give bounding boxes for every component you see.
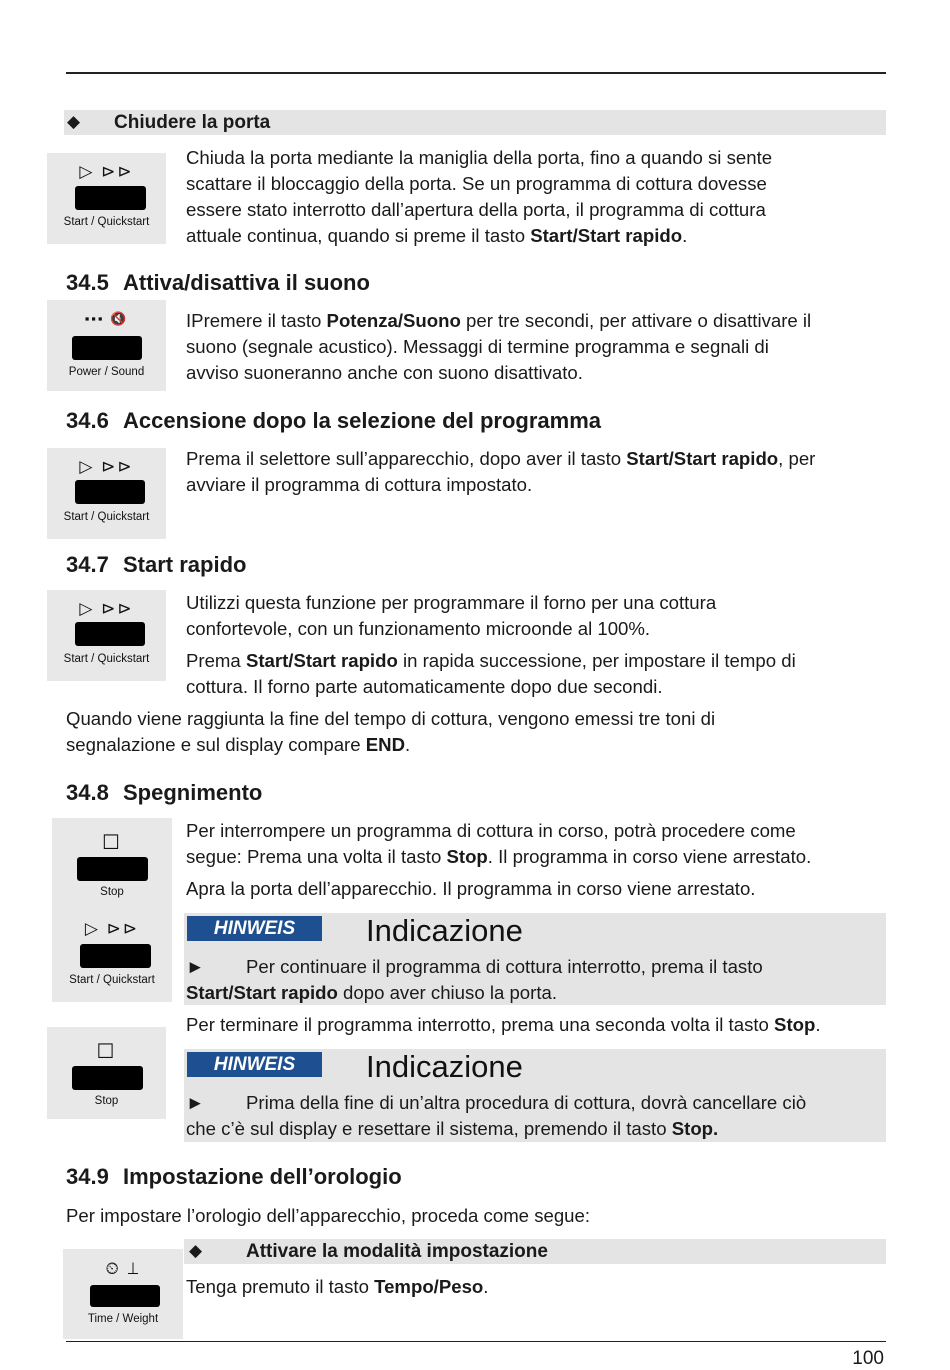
shutdown-text-1: Per interrompere un programma di cottura in corso, potrà procedere come segue: Prema una volta il tasto Stop. Il programma in corso viene arrestato. [186,820,812,867]
key-caption: Stop [94,1095,119,1107]
play-icon: ▷ ⊳⊳ [79,162,134,181]
section-heading-34-8: 34.8 Spegnimento [66,780,263,805]
subsection-bar-activate-setting [184,1239,886,1264]
bottom-rule [66,1341,886,1342]
arrow-bullet-icon: ► [186,956,205,977]
key-button-graphic [75,480,145,504]
key-button-graphic [80,944,151,968]
key-button-graphic [77,857,148,881]
note-box-1 [184,913,886,1005]
stop-start-keys-illustration [52,818,172,1002]
key-button-graphic [75,186,146,210]
section-heading-34-5: 34.5 Attiva/disattiva il suono [66,270,370,295]
quickstart-text-2: Prema Start/Start rapido in rapida successione, per impostare il tempo di cottura. Il forno parte automaticamente dopo due secondi. [186,650,796,697]
quickstart-text-1: Utilizzi questa funzione per programmare il forno per una cottura confortevole, con un funzionamento microonde al 100%. [186,592,717,639]
start-quickstart-key-illustration [47,153,166,244]
hinweis-badge: HINWEIS [187,916,322,941]
key-caption: Start / Quickstart [63,653,150,665]
subsection-title: Attivare la modalità impostazione [246,1241,548,1262]
top-rule [66,72,886,74]
key-button-graphic [75,622,145,646]
power-level-mute-icon: ▪▪▪ 🔇 [84,311,129,326]
diamond-bullet-icon: ◆ [67,112,81,131]
section-heading-34-9: 34.9 Impostazione dell’orologio [66,1164,402,1189]
key-button-graphic [72,336,142,360]
stop-key-illustration [47,1027,166,1119]
key-button-graphic [72,1066,143,1090]
section-heading-34-7: 34.7 Start rapido [66,552,247,577]
note-body: ► Per continuare il programma di cottura interrotto, prema il tasto Start/Start rapido dopo aver chiuso la porta. [186,956,763,1003]
note-title: Indicazione [366,913,523,948]
play-icon: ▷ ⊳⊳ [84,919,140,938]
key-caption: Time / Weight [87,1313,159,1325]
stop-icon: ☐ [96,1041,117,1063]
section-heading-34-6: 34.6 Accensione dopo la selezione del programma [66,408,602,433]
key-caption: Power / Sound [68,366,145,378]
hinweis-badge: HINWEIS [187,1052,322,1077]
power-sound-key-illustration [47,300,166,391]
key-caption: Stop [100,886,124,898]
sound-text: IPremere il tasto Potenza/Suono per tre secondi, per attivare o disattivare il suono (segnale acustico). Messaggi di termine programma e segnali di avviso suoneranno anche con suono disattivato. [186,310,812,383]
shutdown-text-2: Apra la porta dell’apparecchio. Il programma in corso viene arrestato. [186,878,756,899]
key-button-graphic [90,1285,160,1307]
start-quickstart-key-illustration [47,448,166,539]
clock-intro-text: Per impostare l’orologio dell’apparecchio, proceda come segue: [66,1205,591,1226]
key-caption: Start / Quickstart [63,511,150,523]
subsection-title: Chiudere la porta [114,112,271,133]
key-caption: Start / Quickstart [63,216,150,228]
shutdown-text-3: Per terminare il programma interrotto, prema una seconda volta il tasto Stop. [186,1014,821,1035]
key-caption: Start / Quickstart [69,974,155,986]
clock-text: Tenga premuto il tasto Tempo/Peso. [186,1276,489,1297]
timer-weight-icon: ⏲ ⊥ [105,1259,141,1278]
arrow-bullet-icon: ► [186,1092,205,1113]
note-box-2 [184,1049,886,1142]
stop-icon: ☐ [102,832,122,854]
start-quickstart-key-illustration [47,590,166,681]
page-number: 100 [852,1348,884,1369]
play-icon: ▷ ⊳⊳ [79,457,134,476]
close-door-text: Chiuda la porta mediante la maniglia della porta, fino a quando si sente scattare il bloccaggio della porta. Se un programma di cottura dovesse essere stato interrotto dall’apertura della porta, il programma di cottura attuale continua, quando si preme il tasto Start/Start rapido. [186,147,773,246]
diamond-bullet-icon: ◆ [189,1241,203,1260]
note-body: ► Prima della fine di un’altra procedura di cottura, dovrà cancellare ciò che c’è sul display e resettare il sistema, premendo il tasto Stop. [186,1092,807,1139]
subsection-bar-close-door [64,110,886,135]
quickstart-text-3: Quando viene raggiunta la fine del tempo di cottura, vengono emessi tre toni di segnalazione e sul display compare END. [66,708,716,755]
ignition-text: Prema il selettore sull’apparecchio, dopo aver il tasto Start/Start rapido, per avviare il programma di cottura impostato. [186,448,816,495]
time-weight-key-illustration [63,1249,183,1339]
note-title: Indicazione [366,1049,523,1084]
play-icon: ▷ ⊳⊳ [79,599,134,618]
